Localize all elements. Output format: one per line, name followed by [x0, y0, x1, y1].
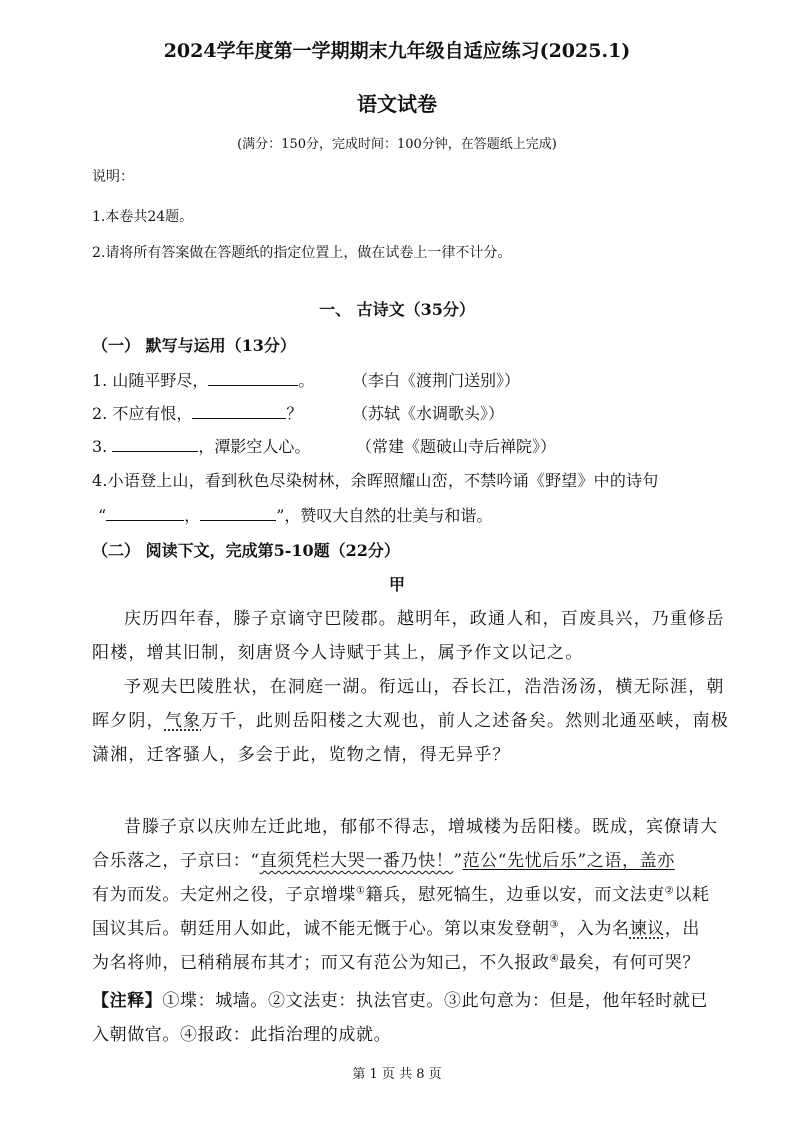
footnote-marker: ① [356, 885, 366, 897]
text-run: ” [453, 851, 463, 871]
text-run: 晖夕阴， [92, 711, 165, 731]
part-2-heading: （二） 阅读下文，完成第5-10题（22分） [92, 541, 400, 560]
instructions-label: 说明： [92, 169, 134, 185]
footnote-marker: ③ [549, 919, 560, 931]
question-1 [92, 368, 314, 391]
exam-subtitle: 语文试卷 [357, 92, 437, 116]
passage-jia-line: 潇湘，迁客骚人，多会于此，览物之情，得无异乎？ [92, 745, 511, 765]
question-2 [92, 401, 302, 424]
passage-jia-line: 予观夫巴陵胜状，在洞庭一湖。衔远山，吞长江，浩浩汤汤，横无际涯，朝 [124, 677, 725, 697]
passage-yi-line [92, 846, 675, 871]
footnote-marker: ④ [549, 953, 560, 965]
part-1-heading: （一） 默写与运用（13分） [92, 336, 296, 355]
marked-word-jianyi: 谏议 [629, 919, 665, 939]
annotation-text: ①堞：城墙。②文法吏：执法官吏。③此句意为：但是，他年轻时就已 [162, 991, 709, 1011]
underlined-sentence: 范公“先忧后乐”之语，盖亦 [462, 851, 675, 871]
text-run: 万千，此则岳阳楼之大观也，前人之述备矣。然则北通巫峡，南极 [201, 711, 730, 731]
passage-yi-line [92, 948, 700, 973]
text-run: ，入为名 [559, 919, 630, 939]
exam-title: 2024学年度第一学期期末九年级自适应练习(2025.1) [163, 40, 631, 62]
answer-blank [106, 519, 184, 521]
text-run: 籍兵，慰死犒生，边垂以安，而文法吏 [365, 885, 665, 905]
exam-info: (满分：150分，完成时间：100分钟，在答题纸上完成) [237, 137, 557, 152]
passage-jia-line: 阳楼，增其旧制，刻唐贤今人诗赋于其上，属予作文以记之。 [92, 643, 584, 663]
text-run: 国议其后。朝廷用人如此，诚不能无慨于心。第以束发登朝 [92, 919, 550, 939]
passage-jia-label: 甲 [388, 575, 405, 594]
text-run: 最矣，有何可哭？ [559, 953, 700, 973]
question-1-prefix: 1. 山随平野尽， [92, 371, 209, 390]
passage-jia-line: 庆历四年春，滕子京谪守巴陵郡。越明年，政通人和，百废具兴，乃重修岳 [124, 609, 725, 629]
text-run: 以耗 [674, 885, 710, 905]
passage-yi-line [92, 914, 700, 939]
answer-blank [208, 384, 298, 386]
question-2-source: （苏轼《水调歌头》） [352, 404, 505, 423]
question-2-prefix: 2. 不应有恨， [92, 404, 193, 423]
instruction-item-2: 2.请将所有答案做在答题纸的指定位置上，做在试卷上一律不计分。 [92, 245, 512, 261]
passage-yi-line: 昔滕子京以庆帅左迁此地，郁郁不得志，增城楼为岳阳楼。既成，宾僚请大 [124, 817, 718, 837]
marked-word-qixiang: 气象 [164, 711, 202, 731]
answer-blank [192, 417, 286, 419]
text-run: 为名将帅，已稍稍展布其才；而又有范公为知己，不久报政 [92, 953, 550, 973]
question-1-suffix: 。 [298, 371, 315, 390]
question-3-source: （常建《题破山寺后禅院》） [356, 437, 557, 456]
question-1-source: （李白《渡荆门送别》） [352, 371, 521, 390]
section-1-heading: 一、 古诗文（35分） [319, 300, 475, 319]
page-footer: 第 1 页 共 8 页 [352, 1067, 442, 1082]
question-4-line-1: 4.小语登上山，看到秋色尽染树林，余晖照耀山峦，不禁吟诵《野望》中的诗句 [92, 471, 659, 490]
answer-blank [200, 519, 276, 521]
footnote-marker: ② [664, 885, 675, 897]
annotation-label: 【注释】 [92, 991, 163, 1011]
instruction-item-1: 1.本卷共24题。 [92, 209, 194, 225]
annotation-line: 入朝做官。④报政：此指治理的成就。 [92, 1025, 392, 1045]
question-4-line-2 [98, 503, 492, 526]
text-run: 有为而发。夫定州之役，子京增堞 [92, 885, 356, 905]
open-quote: “ [98, 506, 107, 525]
passage-jia-line [92, 706, 729, 731]
annotation-line [92, 986, 708, 1011]
question-3 [92, 434, 310, 457]
question-2-suffix: ？ [286, 404, 303, 423]
question-3-suffix: ，潭影空人心。 [198, 437, 311, 456]
question-3-prefix: 3. [92, 437, 113, 456]
close-text: ”，赞叹大自然的壮美与和谐。 [276, 506, 493, 525]
wavy-underlined-quote: 直须凭栏大哭一番乃快！ [259, 851, 454, 871]
text-run: 合乐落之，子京曰：“ [92, 851, 260, 871]
answer-blank [112, 450, 198, 452]
text-run: ，出 [664, 919, 700, 939]
passage-yi-line [92, 880, 710, 905]
comma: ， [184, 506, 201, 525]
